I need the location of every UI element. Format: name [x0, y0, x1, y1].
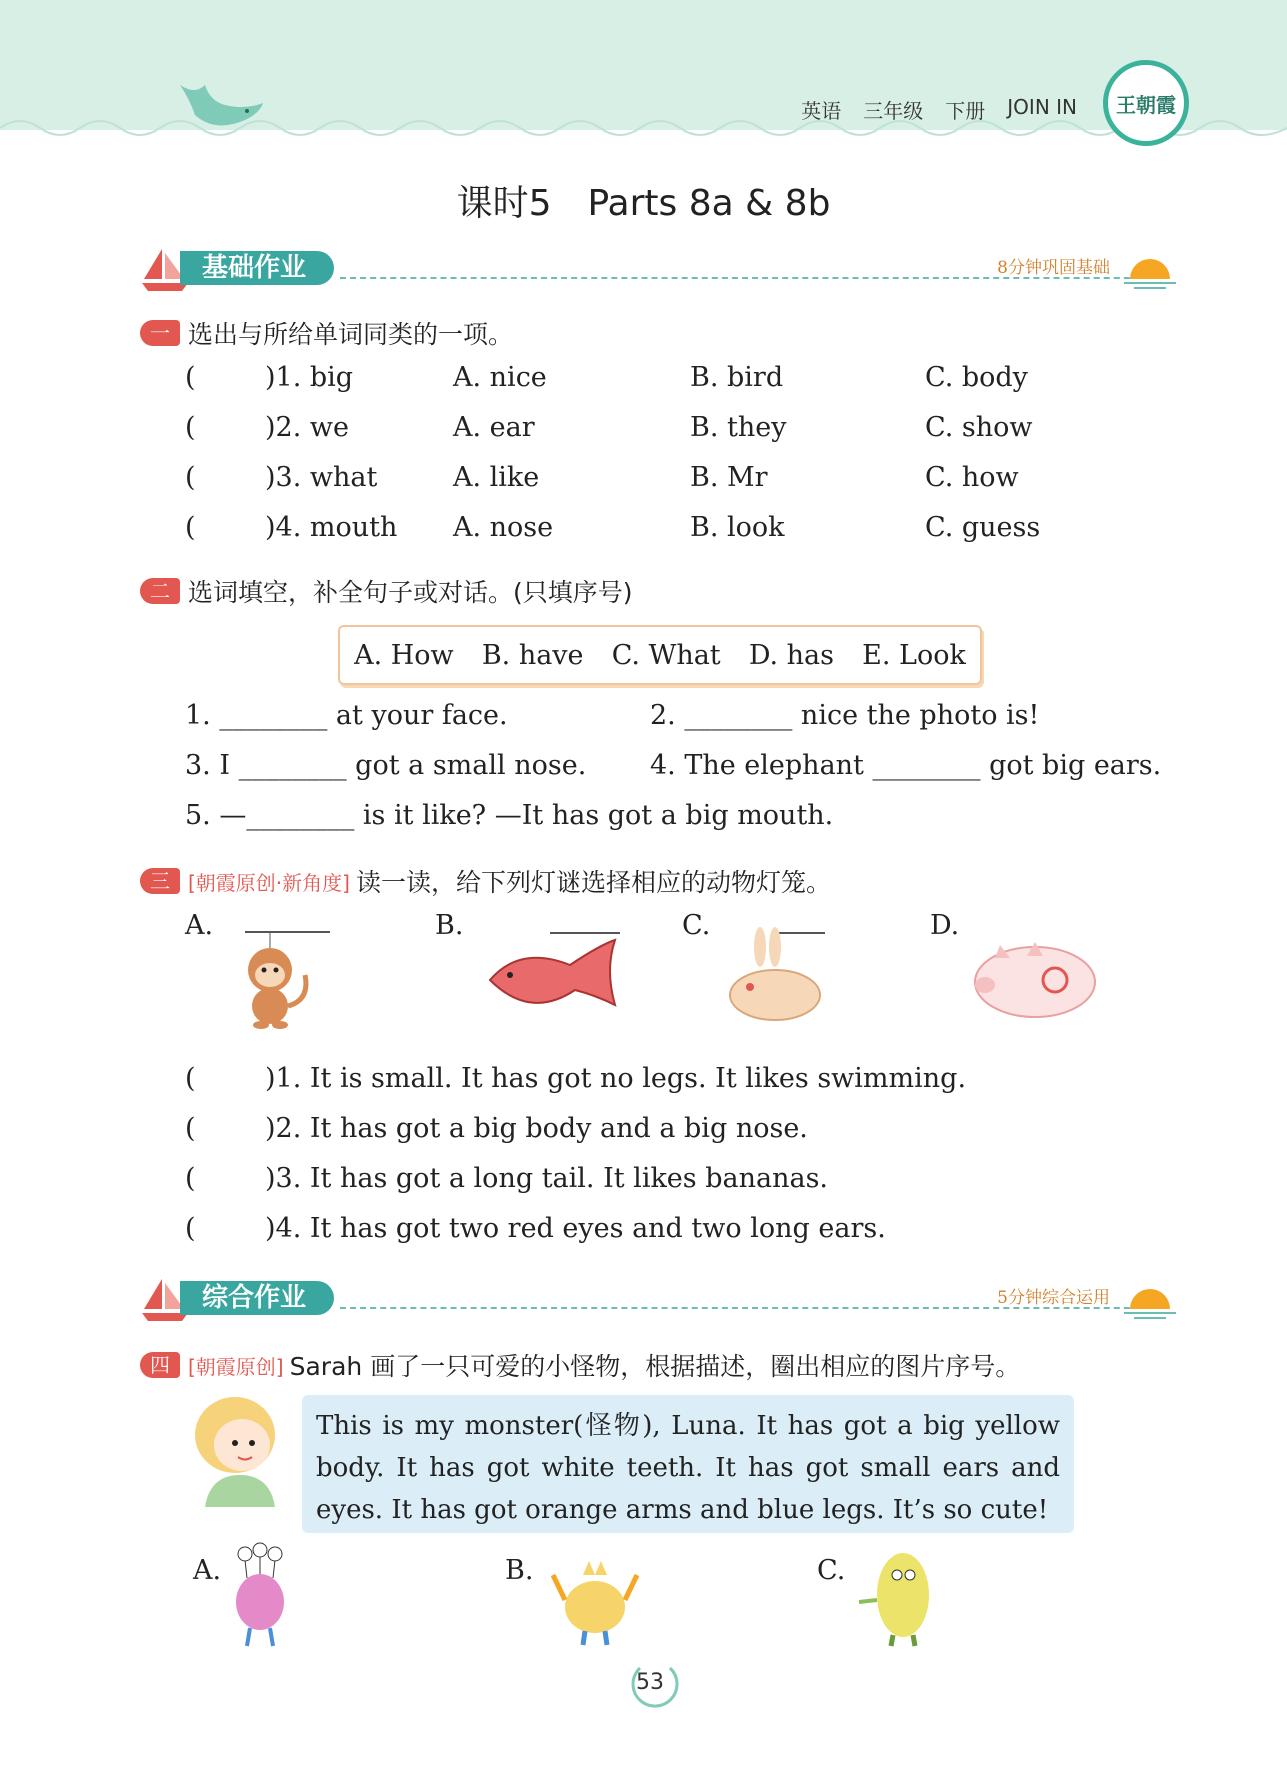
word-option: E. Look	[862, 639, 966, 671]
answer-paren: (	[185, 1213, 196, 1244]
series-label: JOIN IN	[1007, 95, 1077, 119]
word-option: D. has	[748, 639, 835, 671]
word-option: A. How	[354, 639, 454, 671]
section-time-basic: 8分钟巩固基础	[997, 258, 1110, 278]
section-title-basic: 基础作业	[180, 251, 334, 285]
q1-title: 选出与所给单词同类的一项。	[188, 320, 514, 349]
volume-label: 下册	[945, 99, 986, 123]
q2-list	[0, 700, 1287, 850]
section-title-comprehensive: 综合作业	[180, 1281, 334, 1315]
fill-blank-sentence[interactable]: 3. I ________ got a small nose.	[185, 750, 587, 781]
page-title: 课时5 Parts 8a & 8b	[456, 183, 831, 224]
choice-label: D.	[930, 910, 960, 941]
answer-paren: (	[185, 1163, 196, 1194]
answer-paren: (	[185, 512, 196, 543]
q3-header	[140, 863, 831, 899]
option-b[interactable]: B. they	[690, 412, 787, 443]
q3-images	[0, 910, 1287, 1040]
q4-header	[140, 1347, 1020, 1383]
section-time-comprehensive: 5分钟综合运用	[997, 1288, 1110, 1308]
riddle-item: )4. It has got two red eyes and two long ears.	[265, 1213, 886, 1244]
logo-text: 王朝霞	[1116, 92, 1176, 117]
q1-number: 一	[140, 320, 180, 346]
monkey-lantern-icon[interactable]	[225, 920, 335, 1035]
section-banner-comprehensive	[140, 1275, 1180, 1325]
option-b[interactable]: B. look	[690, 512, 785, 543]
option-a[interactable]: A. nose	[453, 512, 554, 543]
choice-label: C.	[682, 910, 711, 941]
option-b[interactable]: B. Mr	[690, 462, 768, 493]
q2-header	[140, 573, 633, 609]
choice-label: C.	[817, 1555, 846, 1586]
monster-c-icon[interactable]	[855, 1540, 940, 1650]
option-a[interactable]: A. nice	[453, 362, 547, 393]
section-banner-basic	[140, 245, 1180, 295]
whale-icon	[175, 75, 275, 135]
brand-logo	[1103, 60, 1189, 146]
riddle-item: )1. It is small. It has got no legs. It likes swimming.	[265, 1063, 967, 1094]
riddle-item: )3. It has got a long tail. It likes bananas.	[265, 1163, 829, 1194]
monster-b-icon[interactable]	[545, 1545, 645, 1650]
word-option: B. have	[481, 639, 584, 671]
q1-header	[140, 315, 513, 351]
q4-choices	[0, 1540, 1287, 1650]
choice-label: B.	[435, 910, 464, 941]
q4-title: Sarah 画了一只可爱的小怪物，根据描述，圈出相应的图片序号。	[289, 1352, 1021, 1381]
question-word: )2. we	[265, 412, 349, 443]
q3-source: [朝霞原创·新角度]	[188, 870, 350, 895]
option-a[interactable]: A. ear	[453, 412, 535, 443]
question-word: )1. big	[265, 362, 354, 393]
fill-blank-sentence[interactable]: 4. The elephant ________ got big ears.	[650, 750, 1162, 781]
girl-avatar	[190, 1395, 290, 1510]
sunset-icon	[1120, 1281, 1180, 1321]
subject-label: 英语	[801, 99, 842, 123]
answer-paren: (	[185, 362, 196, 393]
page-number: 53	[636, 1670, 664, 1695]
q3-title: 读一读，给下列灯谜选择相应的动物灯笼。	[355, 868, 831, 897]
rabbit-lantern-icon[interactable]	[715, 925, 835, 1025]
option-c[interactable]: C. how	[925, 462, 1019, 493]
choice-label: A.	[193, 1555, 222, 1586]
question-word: )4. mouth	[265, 512, 398, 543]
answer-paren: (	[185, 1113, 196, 1144]
word-bank	[338, 625, 982, 685]
question-word: )3. what	[265, 462, 378, 493]
fill-blank-sentence[interactable]: 2. ________ nice the photo is!	[650, 700, 1040, 731]
q3-number: 三	[140, 868, 180, 894]
pig-lantern-icon[interactable]	[965, 930, 1100, 1025]
q4-number: 四	[140, 1352, 180, 1378]
word-option: C. What	[611, 639, 721, 671]
fill-blank-sentence[interactable]: 5. —________ is it like? —It has got a big mouth.	[185, 800, 834, 831]
choice-label: B.	[505, 1555, 534, 1586]
answer-paren: (	[185, 1063, 196, 1094]
fill-blank-sentence[interactable]: 1. ________ at your face.	[185, 700, 508, 731]
speech-bubble: This is my monster(怪物), Luna. It has got a big yellow body. It has got white teeth. It has got small ears and eyes. It has got orange arms and blue legs. It’s so cute!	[302, 1395, 1074, 1533]
option-a[interactable]: A. like	[453, 462, 540, 493]
option-c[interactable]: C. body	[925, 362, 1028, 393]
q3-list	[0, 1063, 1287, 1263]
choice-label: A.	[185, 910, 214, 941]
sunset-icon	[1120, 251, 1180, 291]
riddle-item: )2. It has got a big body and a big nose.	[265, 1113, 808, 1144]
q1-list	[0, 362, 1287, 562]
option-c[interactable]: C. guess	[925, 512, 1041, 543]
monster-a-icon[interactable]	[225, 1540, 295, 1650]
option-b[interactable]: B. bird	[690, 362, 784, 393]
q4-source: [朝霞原创]	[188, 1354, 284, 1379]
answer-paren: (	[185, 462, 196, 493]
grade-label: 三年级	[863, 99, 924, 123]
header-meta	[801, 95, 1077, 124]
q2-number: 二	[140, 578, 180, 604]
q2-title: 选词填空，补全句子或对话。(只填序号)	[188, 578, 633, 607]
answer-paren: (	[185, 412, 196, 443]
option-c[interactable]: C. show	[925, 412, 1033, 443]
